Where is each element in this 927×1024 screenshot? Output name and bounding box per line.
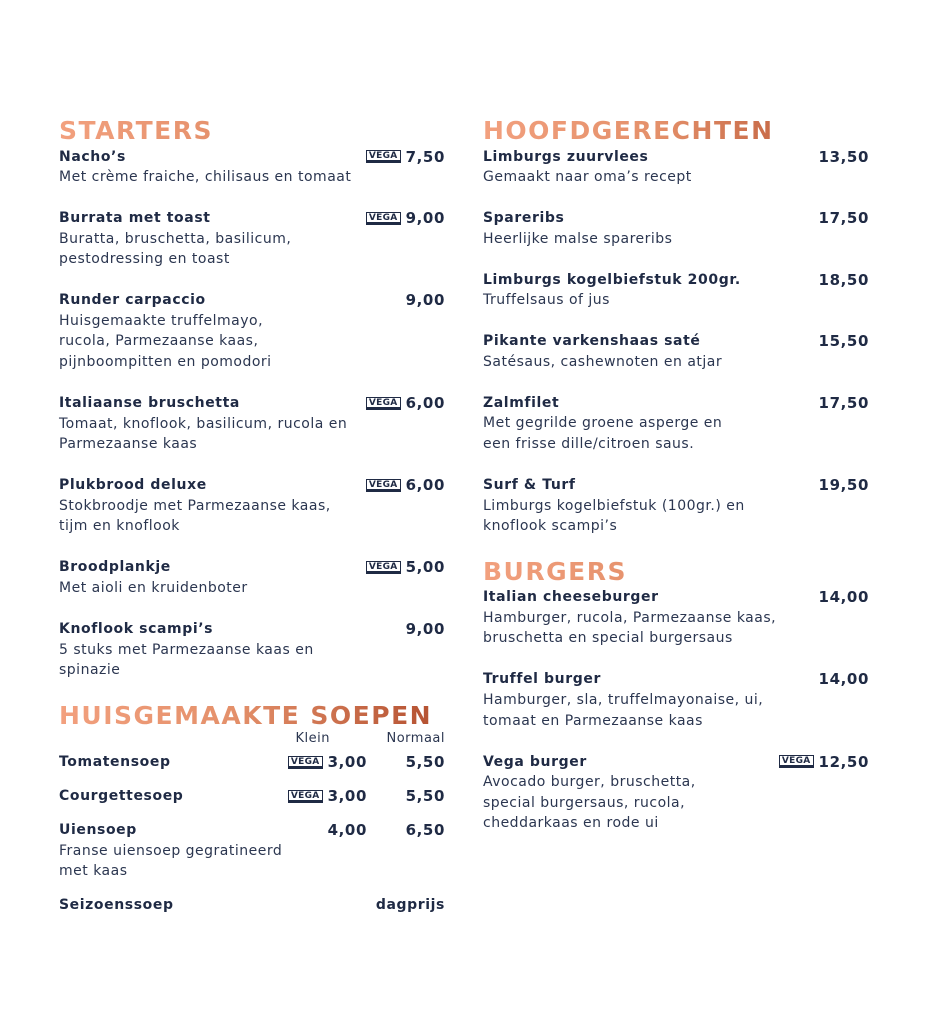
- menu-item-price-group: [406, 620, 445, 638]
- menu-item: [483, 331, 869, 373]
- menu-item-price: 14,00: [818, 670, 869, 689]
- description-line: tijm en knoflook: [59, 518, 180, 535]
- menu-item-header: [59, 290, 445, 311]
- menu-item-header: [59, 475, 445, 496]
- menu-item-name: Italian cheeseburger: [483, 589, 659, 606]
- menu-item-name: Vega burger: [483, 753, 587, 770]
- menu-item-header: [483, 669, 869, 690]
- menu-item: [483, 208, 869, 250]
- menu-item-header: [483, 269, 869, 290]
- menu-item-price: 14,00: [818, 588, 869, 607]
- vega-badge: VEGA: [366, 150, 401, 163]
- starters-list: [59, 146, 445, 681]
- menu-item: [59, 557, 445, 599]
- menu-item-price-group: [366, 476, 445, 494]
- seasonal-soup-row: [59, 895, 445, 916]
- soup-normal-price: 5,50: [405, 787, 445, 806]
- menu-item: [59, 208, 445, 270]
- soup-item: [59, 752, 445, 773]
- menu-item-price: 17,50: [818, 393, 869, 412]
- soup-item: [59, 820, 445, 882]
- menu-item-description: [59, 578, 445, 599]
- menu-item-header: [483, 392, 869, 413]
- menu-item-price-group: [819, 148, 869, 166]
- menu-item-price-group: [406, 291, 445, 309]
- menu-item: [483, 751, 869, 834]
- description-line: Met gegrilde groene asperge en: [483, 415, 723, 432]
- description-line: Limburgs kogelbiefstuk (100gr.) en: [483, 497, 745, 514]
- soup-normal-price: 5,50: [405, 753, 445, 772]
- menu-item: [483, 669, 869, 731]
- menu-item-header: [483, 751, 869, 772]
- menu-item-price-group: [819, 271, 869, 289]
- menu-item-name: Truffel burger: [483, 671, 601, 688]
- menu-item-price: 9,00: [405, 291, 445, 310]
- menu-item: [59, 290, 445, 373]
- soup-col-normal: Normaal: [386, 730, 445, 746]
- menu-item-name: Plukbrood deluxe: [59, 477, 207, 494]
- menu-item-name: Limburgs kogelbiefstuk 200gr.: [483, 271, 741, 288]
- soup-small-price: 3,00: [327, 787, 367, 806]
- menu-item-price: 6,00: [405, 394, 445, 413]
- menu-item-price-group: [819, 476, 869, 494]
- menu-item: [483, 146, 869, 188]
- description-line: pijnboompitten en pomodori: [59, 353, 272, 370]
- description-line: cheddarkaas en rode ui: [483, 815, 659, 832]
- menu-item-header: [59, 393, 445, 414]
- description-line: pestodressing en toast: [59, 251, 230, 268]
- menu-item-price-group: [819, 670, 869, 688]
- soup-description: [59, 841, 445, 882]
- description-line: Parmezaanse kaas: [59, 436, 198, 453]
- menu-item-header: [483, 475, 869, 496]
- soup-row: [59, 752, 445, 773]
- menu-item-description: [59, 414, 445, 455]
- menu-item-description: [59, 496, 445, 537]
- mains-list: [483, 146, 869, 537]
- menu-item-price-group: [819, 209, 869, 227]
- burgers-title: BURGERS: [483, 557, 869, 587]
- description-line: knoflook scampi’s: [483, 518, 618, 535]
- description-line: Hamburger, sla, truffelmayonaise, ui,: [483, 691, 764, 708]
- menu-item-description: [483, 772, 869, 834]
- menu-item-name: Runder carpaccio: [59, 292, 206, 309]
- menu-item-price: 9,00: [405, 209, 445, 228]
- menu-item-price-group: [819, 394, 869, 412]
- starters-title: STARTERS: [59, 116, 445, 146]
- menu-item: [483, 475, 869, 537]
- menu-item: [59, 146, 445, 188]
- menu-item-description: [483, 352, 869, 373]
- menu-item-description: [483, 229, 869, 250]
- left-column: [59, 116, 445, 916]
- menu-item-price: 9,00: [405, 620, 445, 639]
- description-line: Avocado burger, bruschetta,: [483, 774, 696, 791]
- description-line: Tomaat, knoflook, basilicum, rucola en: [59, 415, 348, 432]
- menu-item-description: [59, 167, 445, 188]
- menu-item-name: Spareribs: [483, 210, 565, 227]
- seasonal-soup-price: dagprijs: [375, 897, 445, 914]
- menu-item-header: [59, 146, 445, 167]
- menu-item-header: [483, 331, 869, 352]
- soup-small-price-group: [207, 753, 367, 771]
- description-line: Truffelsaus of jus: [483, 292, 610, 309]
- soup-small-price-group: [207, 821, 367, 839]
- soup-col-small: Klein: [295, 730, 330, 746]
- menu-item-price: 17,50: [818, 209, 869, 228]
- description-line: Met crème fraiche, chilisaus en tomaat: [59, 169, 352, 185]
- menu-item-description: [483, 167, 869, 188]
- vega-badge: VEGA: [366, 397, 401, 410]
- vega-badge: VEGA: [288, 756, 323, 769]
- soup-name: Courgettesoep: [59, 788, 184, 805]
- menu-item-price: 15,50: [818, 332, 869, 351]
- menu-item-header: [59, 619, 445, 640]
- description-line: Hamburger, rucola, Parmezaanse kaas,: [483, 609, 777, 626]
- soup-row: [59, 786, 445, 807]
- menu-item-price: 13,50: [818, 147, 869, 166]
- vega-badge: VEGA: [366, 212, 401, 225]
- menu-item: [483, 269, 869, 311]
- menu-item-description: [59, 229, 445, 270]
- menu-item-price-group: [366, 148, 445, 166]
- soup-small-price: 3,00: [327, 753, 367, 772]
- menu-item: [59, 619, 445, 681]
- menu-item-price-group: [819, 588, 869, 606]
- vega-badge: VEGA: [366, 561, 401, 574]
- menu-item-header: [483, 146, 869, 167]
- menu-item-name: Surf & Turf: [483, 477, 576, 494]
- burgers-list: [483, 587, 869, 834]
- description-line: Gemaakt naar oma’s recept: [483, 169, 692, 185]
- menu-item: [59, 475, 445, 537]
- menu-item-header: [483, 587, 869, 608]
- menu-item-price: 5,00: [405, 558, 445, 577]
- description-line: Heerlijke malse spareribs: [483, 230, 673, 247]
- menu-item-price: 7,50: [405, 147, 445, 166]
- menu-item-name: Limburgs zuurvlees: [483, 148, 649, 165]
- menu-item: [483, 392, 869, 454]
- description-line: Buratta, bruschetta, basilicum,: [59, 230, 292, 247]
- soup-name: Uiensoep: [59, 822, 137, 839]
- soup-normal-price: 6,50: [405, 821, 445, 840]
- soup-item: [59, 786, 445, 807]
- menu-item-name: Broodplankje: [59, 559, 171, 576]
- menu-item-header: [59, 208, 445, 229]
- soups-list: [59, 752, 445, 882]
- menu-item-price-group: [366, 209, 445, 227]
- menu-item-description: [483, 413, 869, 454]
- menu-item-name: Zalmfilet: [483, 394, 560, 411]
- description-line: tomaat en Parmezaanse kaas: [483, 712, 703, 729]
- menu-item-description: [59, 311, 445, 373]
- seasonal-soup-name: Seizoenssoep: [59, 897, 174, 914]
- soup-column-headers: [59, 731, 445, 748]
- soup-name: Tomatensoep: [59, 754, 171, 771]
- menu-item-price-group: [366, 394, 445, 412]
- menu-item-price-group: [819, 332, 869, 350]
- description-line: Met aioli en kruidenboter: [59, 579, 248, 596]
- right-column: [483, 116, 869, 854]
- menu-item-name: Knoflook scampi’s: [59, 621, 214, 638]
- menu-item-price: 12,50: [818, 752, 869, 771]
- menu-item-name: Nacho’s: [59, 148, 126, 165]
- menu-item-price: 18,50: [818, 270, 869, 289]
- menu-item-price: 6,00: [405, 476, 445, 495]
- menu-item-price-group: [366, 558, 445, 576]
- menu-item-header: [483, 208, 869, 229]
- menu-item-header: [59, 557, 445, 578]
- soup-small-price-group: [207, 787, 367, 805]
- description-line: special burgersaus, rucola,: [483, 794, 686, 811]
- menu-item: [59, 393, 445, 455]
- menu-item-name: Pikante varkenshaas saté: [483, 333, 701, 350]
- description-line: spinazie: [59, 662, 121, 679]
- description-line: met kaas: [59, 863, 128, 880]
- description-line: rucola, Parmezaanse kaas,: [59, 333, 259, 350]
- soup-small-price: 4,00: [327, 821, 367, 840]
- description-line: 5 stuks met Parmezaanse kaas en: [59, 641, 314, 658]
- soups-title: HUISGEMAAKTE SOEPEN: [59, 701, 445, 731]
- description-line: Stokbroodje met Parmezaanse kaas,: [59, 497, 331, 514]
- menu-item: [483, 587, 869, 649]
- description-line: Franse uiensoep gegratineerd: [59, 842, 283, 859]
- description-line: Huisgemaakte truffelmayo,: [59, 312, 264, 329]
- menu-item-name: Italiaanse bruschetta: [59, 395, 240, 412]
- description-line: een frisse dille/citroen saus.: [483, 435, 695, 452]
- menu-item-description: [59, 640, 445, 681]
- vega-badge: VEGA: [366, 479, 401, 492]
- menu-item-price: 19,50: [818, 476, 869, 495]
- menu-item-description: [483, 496, 869, 537]
- vega-badge: VEGA: [288, 790, 323, 803]
- menu-item-name: Burrata met toast: [59, 210, 211, 227]
- mains-title: HOOFDGERECHTEN: [483, 116, 869, 146]
- description-line: bruschetta en special burgersaus: [483, 630, 733, 647]
- menu-item-description: [483, 290, 869, 311]
- menu-item-description: [483, 608, 869, 649]
- description-line: Satésaus, cashewnoten en atjar: [483, 353, 723, 370]
- soup-row: [59, 820, 445, 841]
- menu-item-price-group: [779, 753, 869, 771]
- vega-badge: VEGA: [779, 755, 814, 768]
- menu-item-description: [483, 690, 869, 731]
